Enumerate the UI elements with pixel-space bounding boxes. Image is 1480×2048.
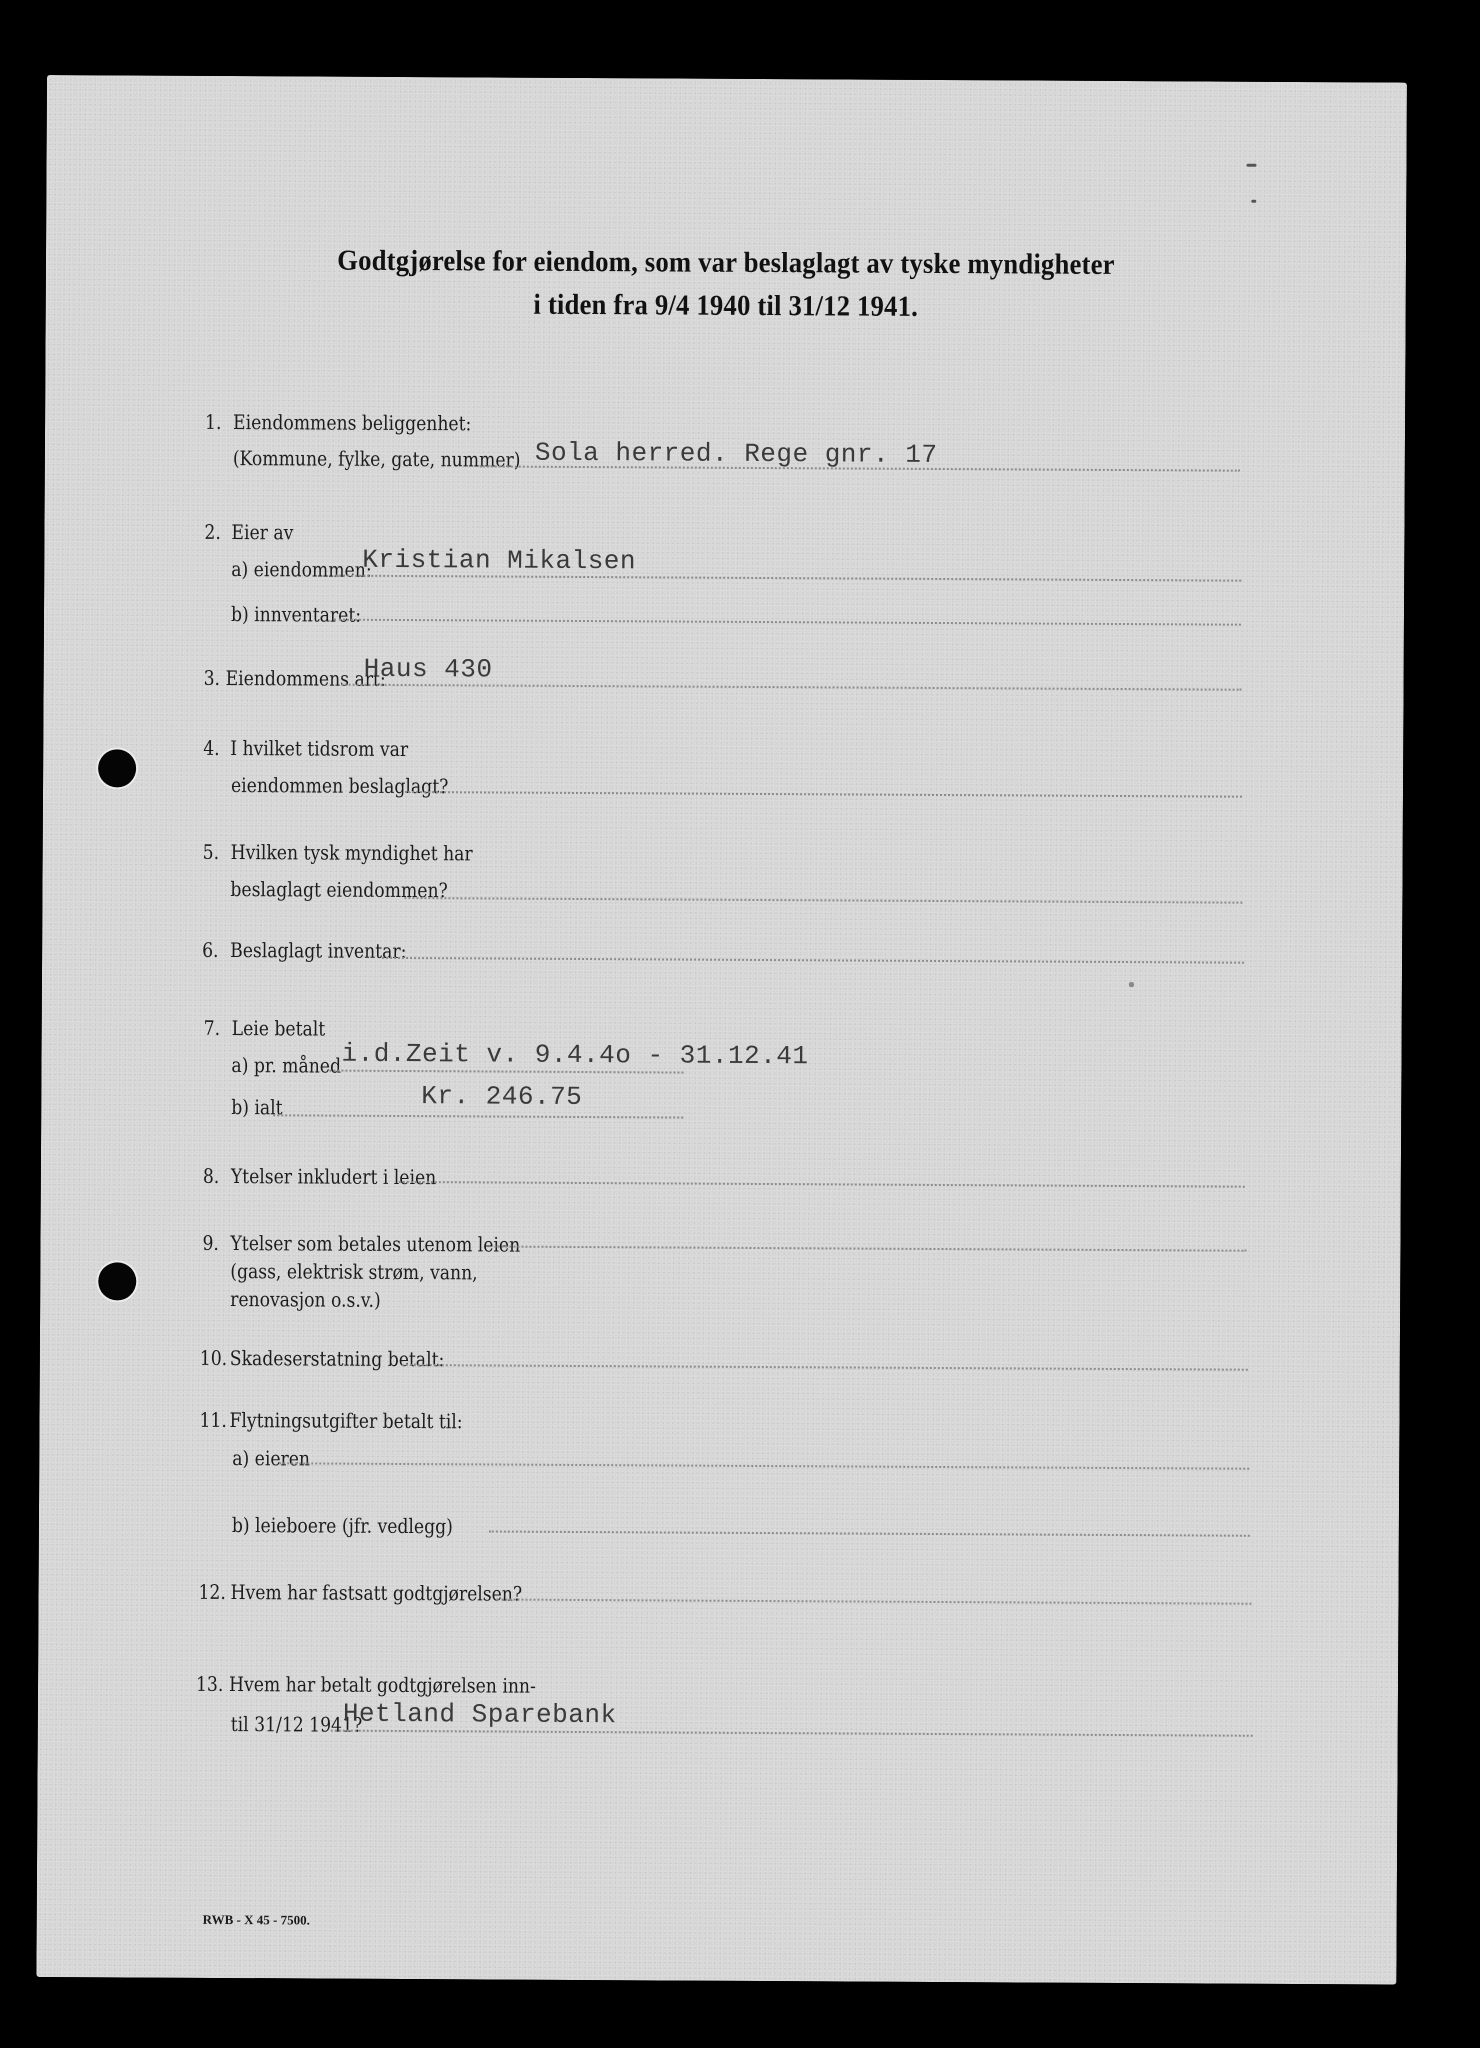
q5-field-line[interactable] xyxy=(404,897,1242,904)
q4-number: 4. xyxy=(203,735,220,760)
q3-number: 3. xyxy=(203,665,221,690)
q7-label: Leie betalt xyxy=(231,1016,326,1041)
q4-label: I hvilket tidsrom var xyxy=(230,736,409,762)
q4-label2: eiendommen beslaglagt? xyxy=(230,773,449,799)
q9-number: 9. xyxy=(202,1230,219,1255)
q2-label: Eier av xyxy=(231,520,294,545)
q9-label3: renovasjon o.s.v.) xyxy=(230,1287,381,1312)
q9-field-line[interactable] xyxy=(494,1246,1246,1252)
q1-value[interactable]: Sola herred. Rege gnr. 17 xyxy=(534,437,938,470)
document-title-line2: i tiden fra 9/4 1940 til 31/12 1941. xyxy=(533,288,919,323)
q3-field-line[interactable] xyxy=(342,684,1242,691)
q7a-value[interactable]: i.d.Zeit v. 9.4.4o - 31.12.41 xyxy=(341,1038,809,1072)
q11-number: 11. xyxy=(199,1407,227,1433)
q7-number: 7. xyxy=(203,1015,221,1040)
q6-field-line[interactable] xyxy=(382,957,1244,964)
paper-speck xyxy=(1247,164,1257,167)
q2b-label: b) innventaret: xyxy=(230,602,362,627)
q4-field-line[interactable] xyxy=(405,791,1242,798)
q1-number: 1. xyxy=(204,409,222,434)
q7a-label: a) pr. måned xyxy=(231,1053,342,1078)
q10-number: 10. xyxy=(199,1345,228,1371)
punch-hole-top xyxy=(98,749,136,787)
q12-field-line[interactable] xyxy=(496,1599,1251,1605)
q6-number: 6. xyxy=(202,937,219,962)
q7b-field-line[interactable] xyxy=(273,1114,683,1118)
q13-label2: til 31/12 1941? xyxy=(230,1712,363,1737)
q8-number: 8. xyxy=(202,1163,220,1188)
q9-label: Ytelser som betales utenom leien xyxy=(230,1231,521,1257)
q11a-field-line[interactable] xyxy=(279,1462,1249,1469)
document-title-line1: Godtgjørelse for eiendom, som var beslaglagt av tyske myndigheter xyxy=(337,244,1115,281)
q6-label: Beslaglagt inventar: xyxy=(230,938,407,964)
q3-value[interactable]: Haus 430 xyxy=(363,653,493,685)
q5-label: Hvilken tysk myndighet har xyxy=(230,840,473,866)
q11b-field-line[interactable] xyxy=(489,1530,1250,1536)
q8-label: Ytelser inkludert i leien xyxy=(230,1164,437,1190)
q7b-label: b) ialt xyxy=(231,1095,283,1120)
paper-speck xyxy=(1251,200,1256,203)
q11b-label: b) leieboere (jfr. vedlegg) xyxy=(231,1513,453,1539)
form-code: RWB - X 45 - 7500. xyxy=(202,1911,310,1928)
q5-label2: beslaglagt eiendommen? xyxy=(230,877,448,903)
q2a-field-line[interactable] xyxy=(336,575,1241,582)
q13-field-line[interactable] xyxy=(331,1730,1253,1737)
punch-hole-bottom xyxy=(98,1262,136,1300)
document-page xyxy=(36,75,1407,1985)
q10-field-line[interactable] xyxy=(402,1364,1248,1371)
q2b-field-line[interactable] xyxy=(334,619,1241,626)
q10-label: Skadeserstatning betalt: xyxy=(229,1346,445,1372)
q2a-label: a) eiendommen: xyxy=(231,557,372,582)
q3-label: Eiendommens art: xyxy=(225,666,386,691)
q5-number: 5. xyxy=(202,839,220,864)
q1-label: Eiendommens beliggenhet: xyxy=(232,410,472,436)
q12-number: 12. xyxy=(198,1579,226,1605)
q13-label: Hvem har betalt godtgjørelsen inn- xyxy=(228,1672,536,1698)
q7b-value[interactable]: Kr. 246.75 xyxy=(421,1081,583,1113)
q13-number: 13. xyxy=(195,1671,224,1697)
q11-label: Flytningsutgifter betalt til: xyxy=(229,1408,463,1434)
paper-speck xyxy=(1129,982,1134,987)
q1-sublabel: (Kommune, fylke, gate, nummer) xyxy=(232,446,521,472)
q12-label: Hvem har fastsatt godtgjørelsen? xyxy=(230,1580,523,1606)
q11a-label: a) eieren xyxy=(232,1446,311,1471)
q13-value[interactable]: Hetland Sparebank xyxy=(342,1698,617,1731)
q8-field-line[interactable] xyxy=(399,1181,1245,1188)
q9-label2: (gass, elektrisk strøm, vann, xyxy=(230,1259,478,1285)
q2-number: 2. xyxy=(204,519,221,544)
q2a-value[interactable]: Kristian Mikalsen xyxy=(362,544,637,577)
